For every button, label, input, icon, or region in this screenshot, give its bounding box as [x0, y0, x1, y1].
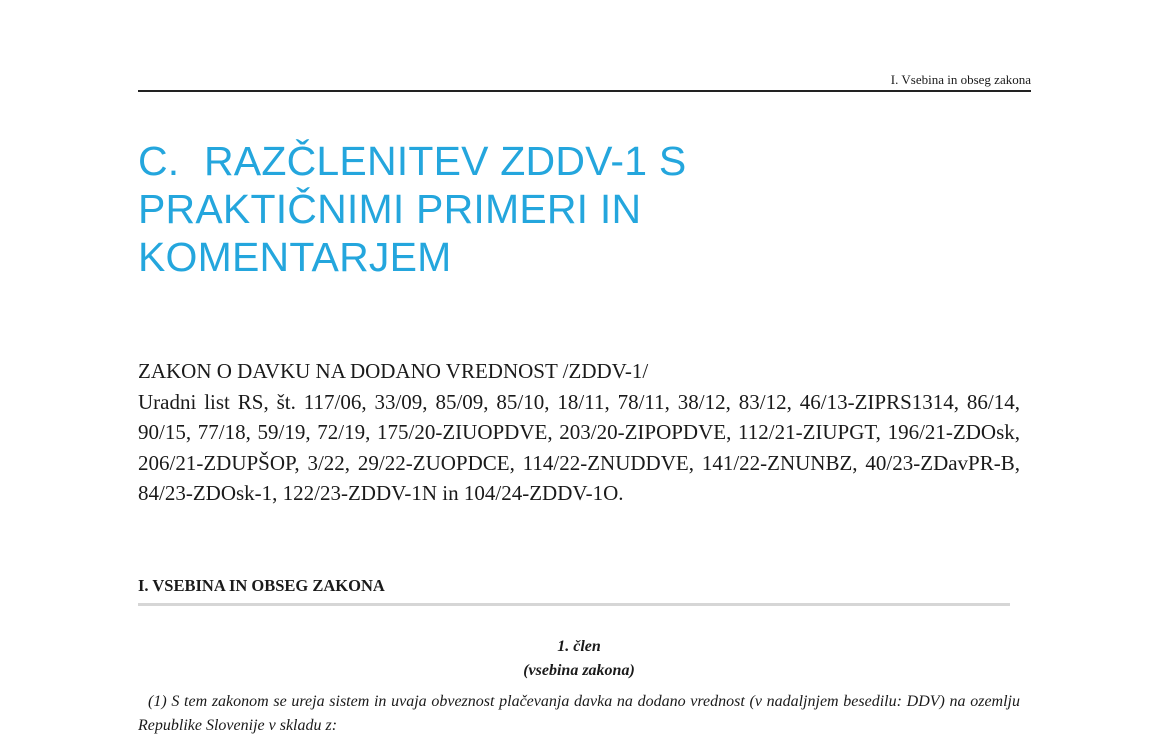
- chapter-title-line-3: KOMENTARJEM: [138, 234, 452, 280]
- article-number: 1. člen: [557, 638, 601, 655]
- article-title: (vsebina zakona): [523, 662, 635, 679]
- chapter-prefix: C.: [138, 138, 180, 184]
- section-rule: [138, 603, 1010, 606]
- chapter-title-line-2: PRAKTIČNIMI PRIMERI IN: [138, 186, 642, 232]
- header-rule: [138, 90, 1031, 92]
- law-gazette-references: Uradni list RS, št. 117/06, 33/09, 85/09, 85/10, 18/11, 78/11, 38/12, 83/12, 46/13-ZIPRS1314, 86/14, 90/15, 77/18, 59/19, 72/19, 175/20-ZIUOPDVE, 203/20-ZIPOPDVE, 112/21-ZIUPGT, 196/21-ZDOsk, 206/21-ZDUPŠOP, 3/22, 29/22-ZUOPDCE, 114/22-ZNUDDVE, 141/22-ZNUNBZ, 40/23-ZDavPR-B, 84/23-ZDOsk-1, 122/23-ZDDV-1N in 104/24-ZDDV-1O.: [138, 389, 1020, 505]
- chapter-title-line-1: [138, 137, 858, 185]
- article-paragraph: (1) S tem zakonom se ureja sistem in uvaja obveznost plačevanja davka na dodano vrednost (v nadaljnjem besedilu: DDV) na ozemlju Republike Slovenije v skladu z:: [138, 693, 1020, 734]
- chapter-title-text-1: RAZČLENITEV ZDDV-1 S: [204, 138, 687, 184]
- section-heading: I. VSEBINA IN OBSEG ZAKONA: [138, 576, 385, 595]
- running-header: I. Vsebina in obseg zakona: [890, 72, 1031, 87]
- chapter-title: [138, 137, 858, 281]
- law-name: ZAKON O DAVKU NA DODANO VREDNOST /ZDDV-1/: [138, 359, 649, 383]
- law-citation-block: [138, 356, 1020, 509]
